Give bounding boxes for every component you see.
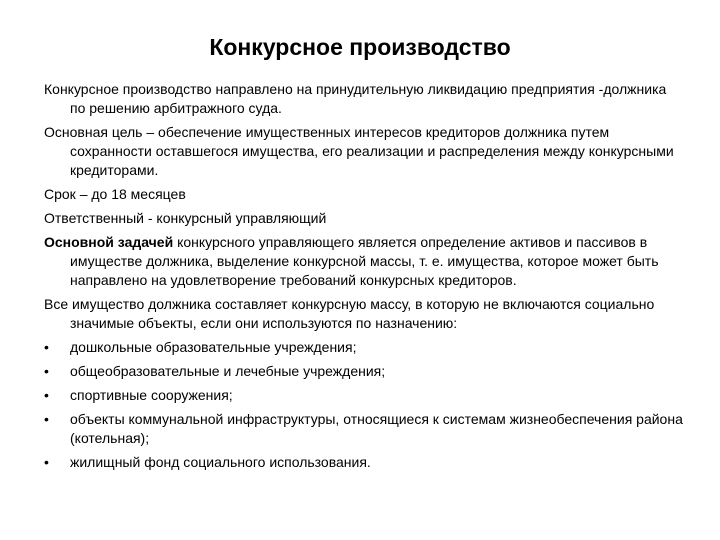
slide-title: Конкурсное производство <box>209 34 511 60</box>
bullet-marker: • <box>44 411 49 427</box>
list-item-text: спортивные сооружения; <box>70 387 233 403</box>
paragraph-main-task <box>44 233 684 290</box>
paragraph-bankruptcy-estate: Все имущество должника составляет конкурсную массу, в которую не включаются социально значимые объекты, если они используются по назначению: <box>44 296 655 331</box>
list-item <box>44 338 684 357</box>
list-item <box>44 386 684 405</box>
paragraph-purpose: Конкурсное производство направлено на принудительную ликвидацию предприятия -должника по решению арбитражного суда. <box>44 81 667 116</box>
main-task-text: конкурсного управляющего является определение активов и пассивов в имуществе должника, выделение конкурсной массы, т. е. имущества, которое может быть направлено на удовлетворение требований конкурсных кредиторов. <box>70 234 659 288</box>
list-item-text: жилищный фонд социального использования. <box>70 454 371 470</box>
list-item-text: объекты коммунальной инфраструктуры, относящиеся к системам жизнеобеспечения района (котельная); <box>70 411 683 446</box>
bullet-marker: • <box>44 339 49 355</box>
paragraph-main-goal: Основная цель – обеспечение имущественных интересов кредиторов должника путем сохранности оставшегося имущества, его реализации и распределения между конкурсными кредиторами. <box>44 124 674 178</box>
list-item <box>44 362 684 381</box>
paragraph-responsible: Ответственный - конкурсный управляющий <box>44 210 327 226</box>
slide-content <box>44 80 684 477</box>
list-item-text: общеобразовательные и лечебные учреждения; <box>70 363 386 379</box>
main-task-bold: Основной задачей <box>44 234 174 250</box>
list-item <box>44 410 684 448</box>
bullet-marker: • <box>44 387 49 403</box>
bullet-marker: • <box>44 454 49 470</box>
bullet-marker: • <box>44 363 49 379</box>
paragraph-term: Срок – до 18 месяцев <box>44 186 186 202</box>
list-item <box>44 453 684 472</box>
list-item-text: дошкольные образовательные учреждения; <box>70 339 357 355</box>
